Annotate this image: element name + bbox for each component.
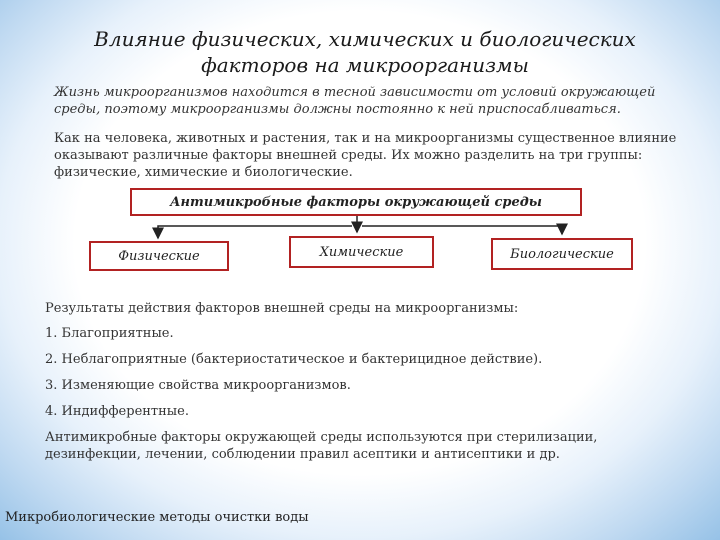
results-item-3: 3. Изменяющие свойства микроорганизмов.	[45, 378, 351, 393]
physical-factors-box: Физические	[89, 241, 229, 271]
results-intro: Результаты действия факторов внешней среды на микроорганизмы:	[45, 301, 519, 316]
arrow-to-biological	[362, 226, 562, 234]
chemical-factors-box: Химические	[289, 236, 434, 268]
results-item-4: 4. Индифферентные.	[45, 404, 189, 419]
intro-paragraph: Жизнь микроорганизмов находится в тесной зависимости от условий окружающей среды, поэтому микроорганизмы должны постоянно к ней приспосабливаться.	[54, 85, 656, 117]
groups-paragraph: Как на человека, животных и растения, так и на микроорганизмы существенное влияние оказывают различные факторы внешней среды. Их можно разделить на три группы: физические, химические и биологические.	[54, 131, 677, 180]
main-factors-box: Антимикробные факторы окружающей среды	[130, 188, 582, 216]
results-item-2: 2. Неблагоприятные (бактериостатическое и бактерицидное действие).	[45, 352, 543, 367]
results-conclusion: Антимикробные факторы окружающей среды используются при стерилизации, дезинфекции, лечении, соблюдении правил асептики и антисептики и др.	[45, 430, 598, 462]
results-item-1: 1. Благоприятные.	[45, 326, 174, 341]
footer-caption: Микробиологические методы очистки воды	[5, 510, 309, 525]
slide-title: Влияние физических, химических и биологических факторов на микроорганизмы	[94, 27, 636, 77]
biological-factors-box: Биологические	[491, 238, 633, 270]
